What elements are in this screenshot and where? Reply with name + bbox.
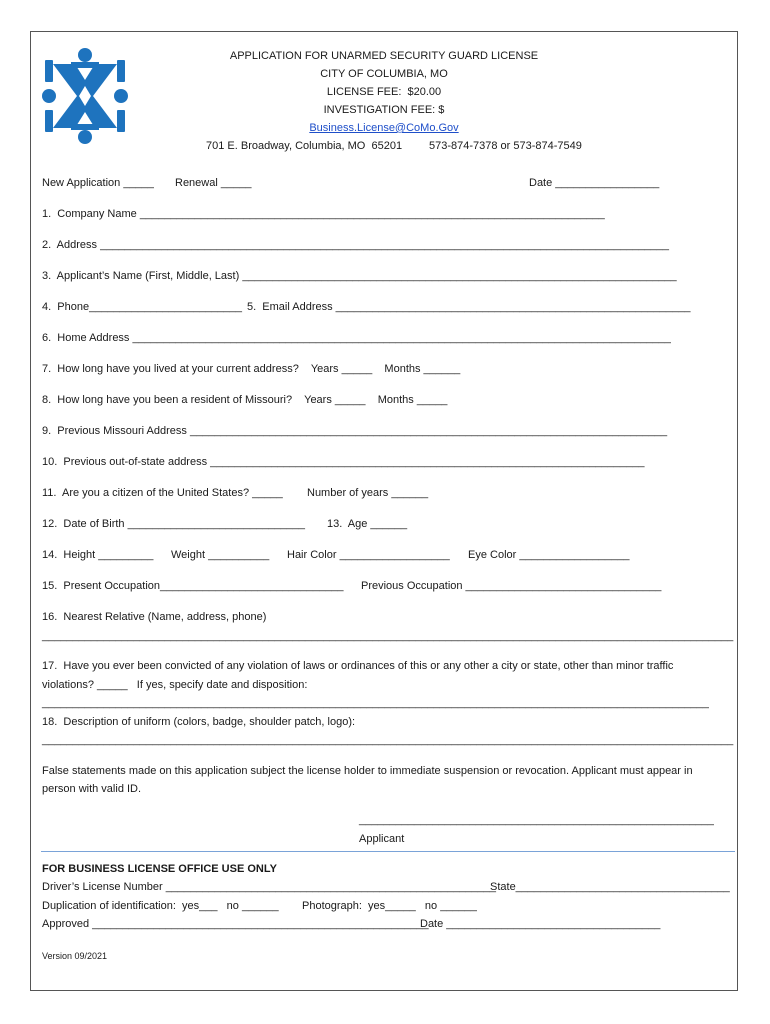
present-occupation-field[interactable]: 15. Present Occupation______________________________: [42, 580, 344, 592]
office-phones: 573-874-7378 or 573-874-7549: [429, 140, 582, 152]
approved-field[interactable]: Approved _______________________________________________________: [42, 918, 429, 930]
citizen-field[interactable]: 11. Are you a citizen of the United States? _____: [42, 487, 283, 499]
current-address-duration-field[interactable]: 7. How long have you lived at your current address? Years _____ Months ______: [42, 363, 461, 375]
phone-field[interactable]: 4. Phone_________________________: [42, 301, 243, 313]
missouri-residency-field[interactable]: 8. How long have you been a resident of Missouri? Years _____ Months _____: [42, 394, 448, 406]
city-name: CITY OF COLUMBIA, MO: [320, 68, 448, 80]
nearest-relative-line[interactable]: _________________________________________________________________________________________________________________: [42, 630, 734, 642]
age-field[interactable]: 13. Age ______: [327, 518, 408, 530]
address-field[interactable]: 2. Address _____________________________________________________________________________________________: [42, 239, 670, 251]
eye-color-field[interactable]: Eye Color __________________: [468, 549, 630, 561]
false-statement-notice: False statements made on this application subject the license holder to immediate suspension or revocation. Applicant must appear in: [42, 765, 693, 777]
weight-field[interactable]: Weight __________: [171, 549, 270, 561]
photograph-field[interactable]: Photograph: yes_____ no ______: [302, 900, 477, 912]
signature-line[interactable]: __________________________________________________________: [359, 814, 714, 826]
email-field[interactable]: 5. Email Address __________________________________________________________: [247, 301, 691, 313]
previous-missouri-address-field[interactable]: 9. Previous Missouri Address ______________________________________________________________________________: [42, 425, 668, 437]
application-form: [30, 31, 738, 991]
investigation-fee: INVESTIGATION FEE: $: [323, 104, 445, 116]
license-fee: LICENSE FEE: $20.00: [326, 86, 442, 98]
duplication-id-field[interactable]: Duplication of identification: yes___ no ______: [42, 900, 279, 912]
version-label: Version 09/2021: [42, 951, 108, 961]
previous-occupation-field[interactable]: Previous Occupation ________________________________: [361, 580, 662, 592]
uniform-description-line[interactable]: _________________________________________________________________________________________________________________: [42, 734, 734, 746]
state-field[interactable]: State___________________________________: [490, 881, 730, 893]
convictions-question: 17. Have you ever been convicted of any violation of laws or ordinances of this or any other a city or state, other than minor traffic: [42, 660, 674, 672]
approval-date-field[interactable]: Date ___________________________________: [420, 918, 661, 930]
years-citizen-field[interactable]: Number of years ______: [307, 487, 429, 499]
renewal-field[interactable]: Renewal _____: [175, 177, 252, 189]
applicant-name-field[interactable]: 3. Applicant’s Name (First, Middle, Last) _______________________________________________________________________: [42, 270, 677, 282]
date-field[interactable]: Date _________________: [529, 177, 660, 189]
uniform-description-label: 18. Description of uniform (colors, badge, shoulder patch, logo):: [42, 716, 356, 728]
form-title: APPLICATION FOR UNARMED SECURITY GUARD LICENSE: [229, 50, 539, 62]
hair-color-field[interactable]: Hair Color __________________: [287, 549, 450, 561]
drivers-license-field[interactable]: Driver’s License Number ______________________________________________________: [42, 881, 497, 893]
new-application-field[interactable]: New Application _____: [42, 177, 154, 189]
false-statement-notice-2: person with valid ID.: [42, 783, 142, 795]
convictions-field[interactable]: violations? _____ If yes, specify date and disposition:: [42, 679, 308, 691]
email-link[interactable]: Business.License@CoMo.Gov: [309, 122, 459, 134]
office-address: 701 E. Broadway, Columbia, MO 65201: [206, 140, 403, 152]
date-of-birth-field[interactable]: 12. Date of Birth _____________________________: [42, 518, 306, 530]
previous-out-of-state-address-field[interactable]: 10. Previous out-of-state address _______________________________________________________________________: [42, 456, 645, 468]
height-field[interactable]: 14. Height _________: [42, 549, 154, 561]
convictions-line[interactable]: _____________________________________________________________________________________________________________: [42, 697, 709, 709]
office-use-heading: FOR BUSINESS LICENSE OFFICE USE ONLY: [42, 863, 277, 875]
home-address-field[interactable]: 6. Home Address ________________________________________________________________________________________: [42, 332, 671, 344]
company-name-field[interactable]: 1. Company Name ____________________________________________________________________________: [42, 208, 605, 220]
nearest-relative-label: 16. Nearest Relative (Name, address, phone): [42, 611, 267, 623]
applicant-label: Applicant: [359, 833, 405, 845]
section-divider: [41, 851, 735, 852]
